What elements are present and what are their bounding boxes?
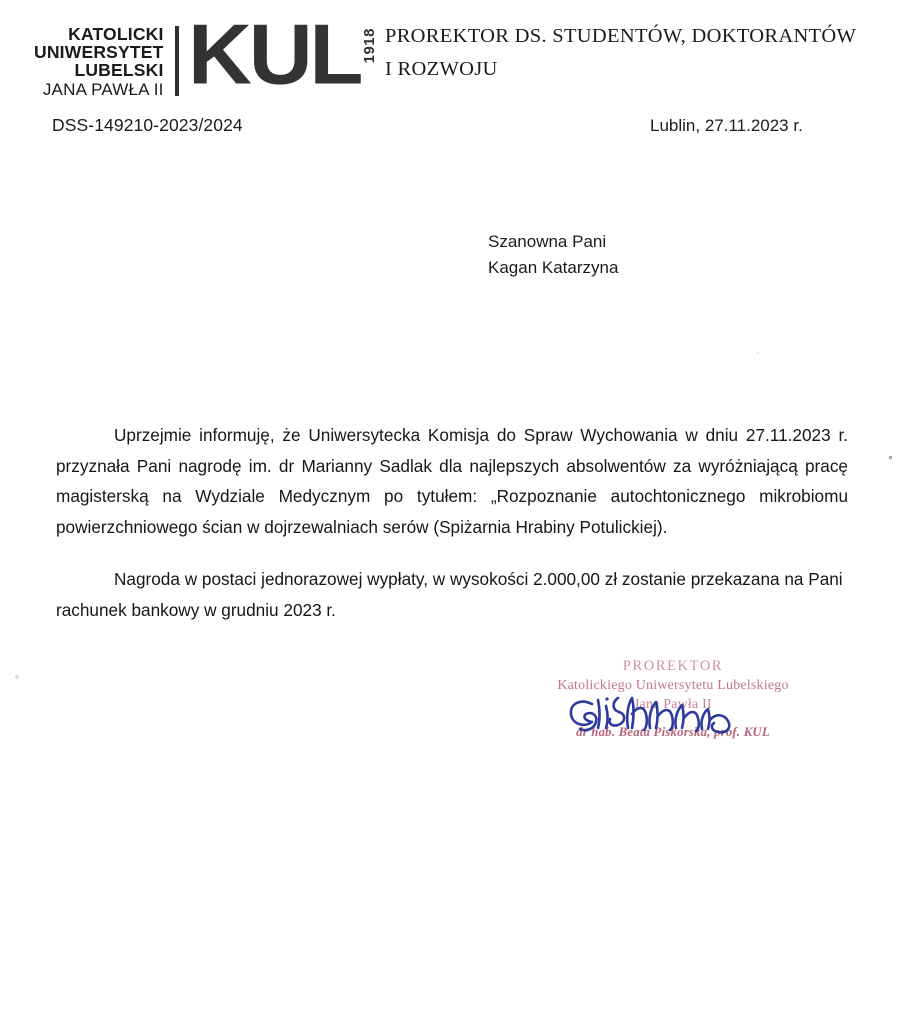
- stamp-line-3: Jana Pawła II: [634, 696, 712, 711]
- stamp-line-2: Katolickiego Uniwersytetu Lubelskiego: [557, 678, 789, 693]
- letter-body: [56, 420, 848, 626]
- kul-logo-wordmark: [34, 24, 164, 98]
- kul-logo-line-1: KATOLICKI: [68, 24, 164, 44]
- kul-logo-mark: KUL: [187, 7, 360, 103]
- scan-artifact: [757, 352, 759, 354]
- official-stamp: [556, 658, 790, 740]
- body-paragraph-1: Uprzejmie informuję, że Uniwersytecka Komisja do Spraw Wychowania w dniu 27.11.2023 r. przyznała Pani nagrodę im. dr Marianny Sadlak dla najlepszych absolwentów za wyróżniającą pracę magisterską na Wydziale Medycznym po tytułem: „Rozpoznanie autochtonicznego mikrobiomu powierzchniowego ścian w dojrzewalniach serów (Spiżarnia Hrabiny Potulickiej).: [56, 425, 848, 537]
- kul-logo-line-2: UNIWERSYTET: [34, 42, 164, 63]
- signature-block: [556, 658, 790, 758]
- scan-artifact: [889, 456, 892, 459]
- stamp-line-1: PROREKTOR: [622, 658, 724, 674]
- kul-logo-year: 1918: [361, 28, 379, 64]
- place-and-date: Lublin, 27.11.2023 r.: [650, 116, 803, 135]
- addressee-name: Kagan Katarzyna: [488, 257, 619, 277]
- kul-logo-line-3: LUBELSKI: [74, 60, 164, 81]
- kul-logo-line-4: JANA PAWŁA II: [42, 79, 164, 99]
- stamp-signer-name: dr hab. Beata Piskorska, prof. KUL: [576, 725, 770, 739]
- reference-number: DSS-149210-2023/2024: [52, 115, 243, 135]
- body-paragraph-2: Nagroda w postaci jednorazowej wypłaty, w wysokości 2.000,00 zł zostanie przekazana na Pani rachunek bankowy w grudniu 2023 r.: [56, 569, 843, 621]
- page-title-line-2: I ROZWOJU: [385, 58, 498, 81]
- kul-logo: [34, 7, 379, 103]
- kul-logo-divider: [175, 26, 179, 96]
- page-title-line-1: PROREKTOR DS. STUDENTÓW, DOKTORANTÓW: [385, 25, 857, 47]
- addressee-salutation: Szanowna Pani: [488, 232, 607, 251]
- scan-artifact: [15, 675, 19, 679]
- page-title: [385, 20, 865, 86]
- kul-logo-mark-group: [187, 7, 379, 103]
- addressee-block: [488, 229, 618, 281]
